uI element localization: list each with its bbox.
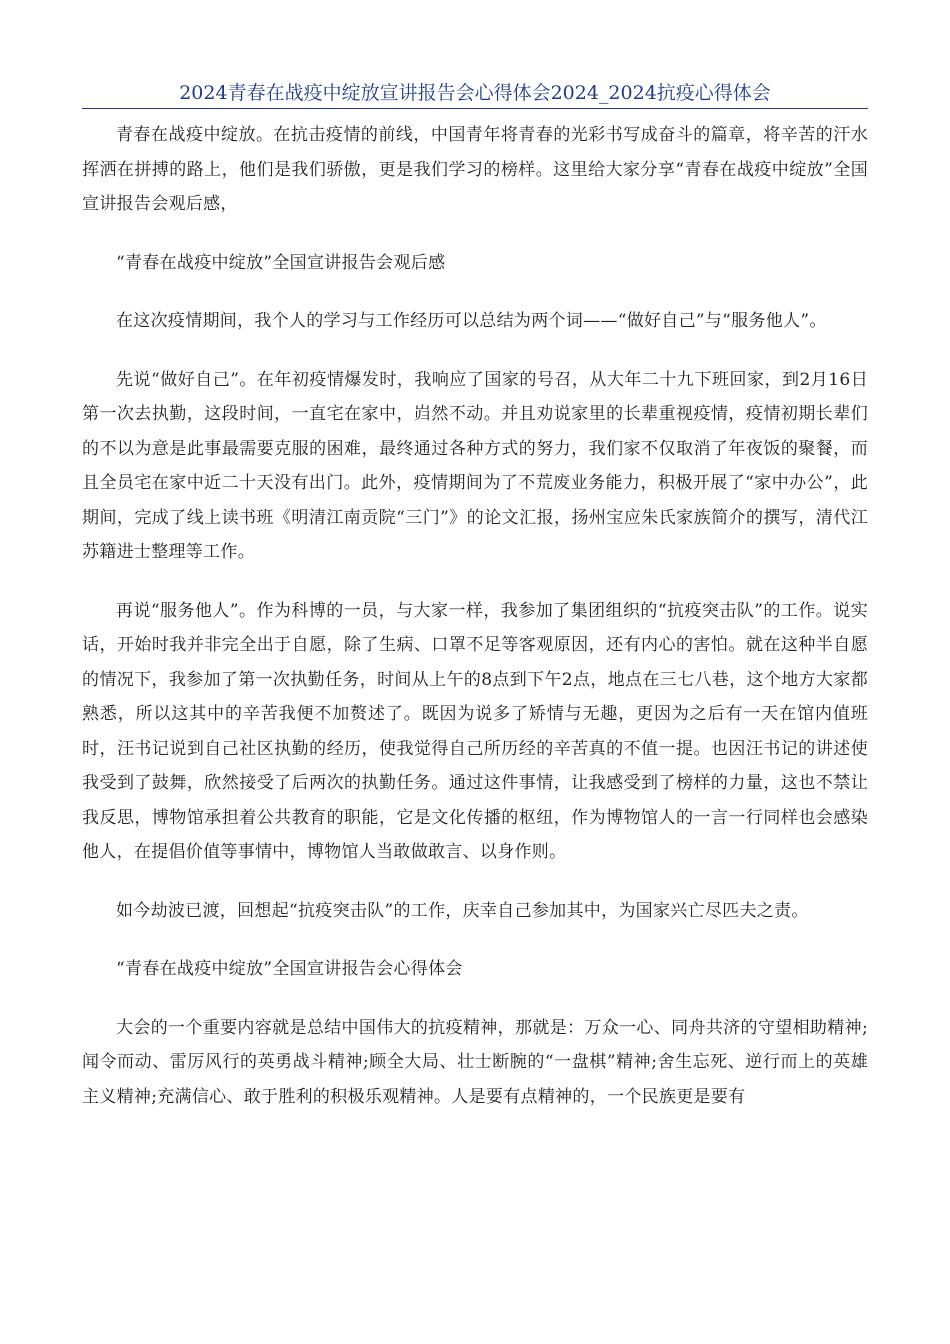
section-heading-experience: “青春在战疫中绽放”全国宣讲报告会心得体会 (116, 959, 463, 979)
reflection-paragraph: 如今劫波已渡，回想起“抗疫突击队”的工作，庆幸自己参加其中，为国家兴亡尽匹夫之责。 (116, 900, 809, 921)
spirit-paragraph: 大会的一个重要内容就是总结中国伟大的抗疫精神，那就是：万众一心、同舟共济的守望相助精神;闻令而动、雷厉风行的英勇战斗精神;顾全大局、壮士断腕的“一盘棋”精神;舍生忘死、逆行而上的英雄主义精神;充满信心、敢于胜利的积极乐观精神。人是要有点精神的，一个民族更是要有 (82, 1017, 868, 1107)
serve-others-paragraph: 再说“服务他人”。作为科博的一员，与大家一样，我参加了集团组织的“抗疫突击队”的工作。说实话，开始时我并非完全出于自愿，除了生病、口罩不足等客观原因，还有内心的害怕。就在这种半自愿的情况下，我参加了第一次执勤任务，时间从上午的8点到下午2点，地点在三七八巷，这个地方大家都熟悉，所以这其中的辛苦我便不加赘述了。既因为说多了矫情与无趣，更因为之后有一天在馆内值班时，汪书记说到自己社区执勤的经历，使我觉得自己所历经的辛苦真的不值一提。也因汪书记的讲述使我受到了鼓舞，欣然接受了后两次的执勤任务。通过这件事情，让我感受到了榜样的力量，这也不禁让我反思，博物馆承担着公共教育的职能，它是文化传播的枢纽，作为博物馆人的一言一行同样也会感染他人，在提倡价值等事情中，博物馆人当敢做敢言、以身作则。 (82, 600, 868, 862)
document-body (82, 118, 868, 1138)
page-header-title: 2024青春在战疫中绽放宣讲报告会心得体会2024_2024抗疫心得体会 (82, 80, 868, 109)
do-well-self-paragraph: 先说“做好自己”。在年初疫情爆发时，我响应了国家的号召，从大年二十九下班回家，到2月16日第一次去执勤，这段时间，一直宅在家中，岿然不动。并且劝说家里的长辈重视疫情，疫情初期长辈们的不以为意是此事最需要克服的困难，最终通过各种方式的努力，我们家不仅取消了年夜饭的聚餐，而且全员宅在家中近二十天没有出门。此外，疫情期间为了不荒废业务能力，积极开展了“家中办公”，此期间，完成了线上读书班《明清江南贡院“三门”》的论文汇报，扬州宝应朱氏家族简介的撰写，清代江苏籍进士整理等工作。 (82, 369, 868, 562)
intro-paragraph: 青春在战疫中绽放。在抗击疫情的前线，中国青年将青春的光彩书写成奋斗的篇章，将辛苦的汗水挥洒在拼搏的路上，他们是我们骄傲，更是我们学习的榜样。这里给大家分享“青春在战疫中绽放”全国宣讲报告会观后感， (82, 125, 868, 214)
summary-paragraph: 在这次疫情期间，我个人的学习与工作经历可以总结为两个词——“做好自己”与“服务他人”。 (116, 311, 827, 331)
section-heading-review: “青春在战疫中绽放”全国宣讲报告会观后感 (116, 252, 446, 273)
